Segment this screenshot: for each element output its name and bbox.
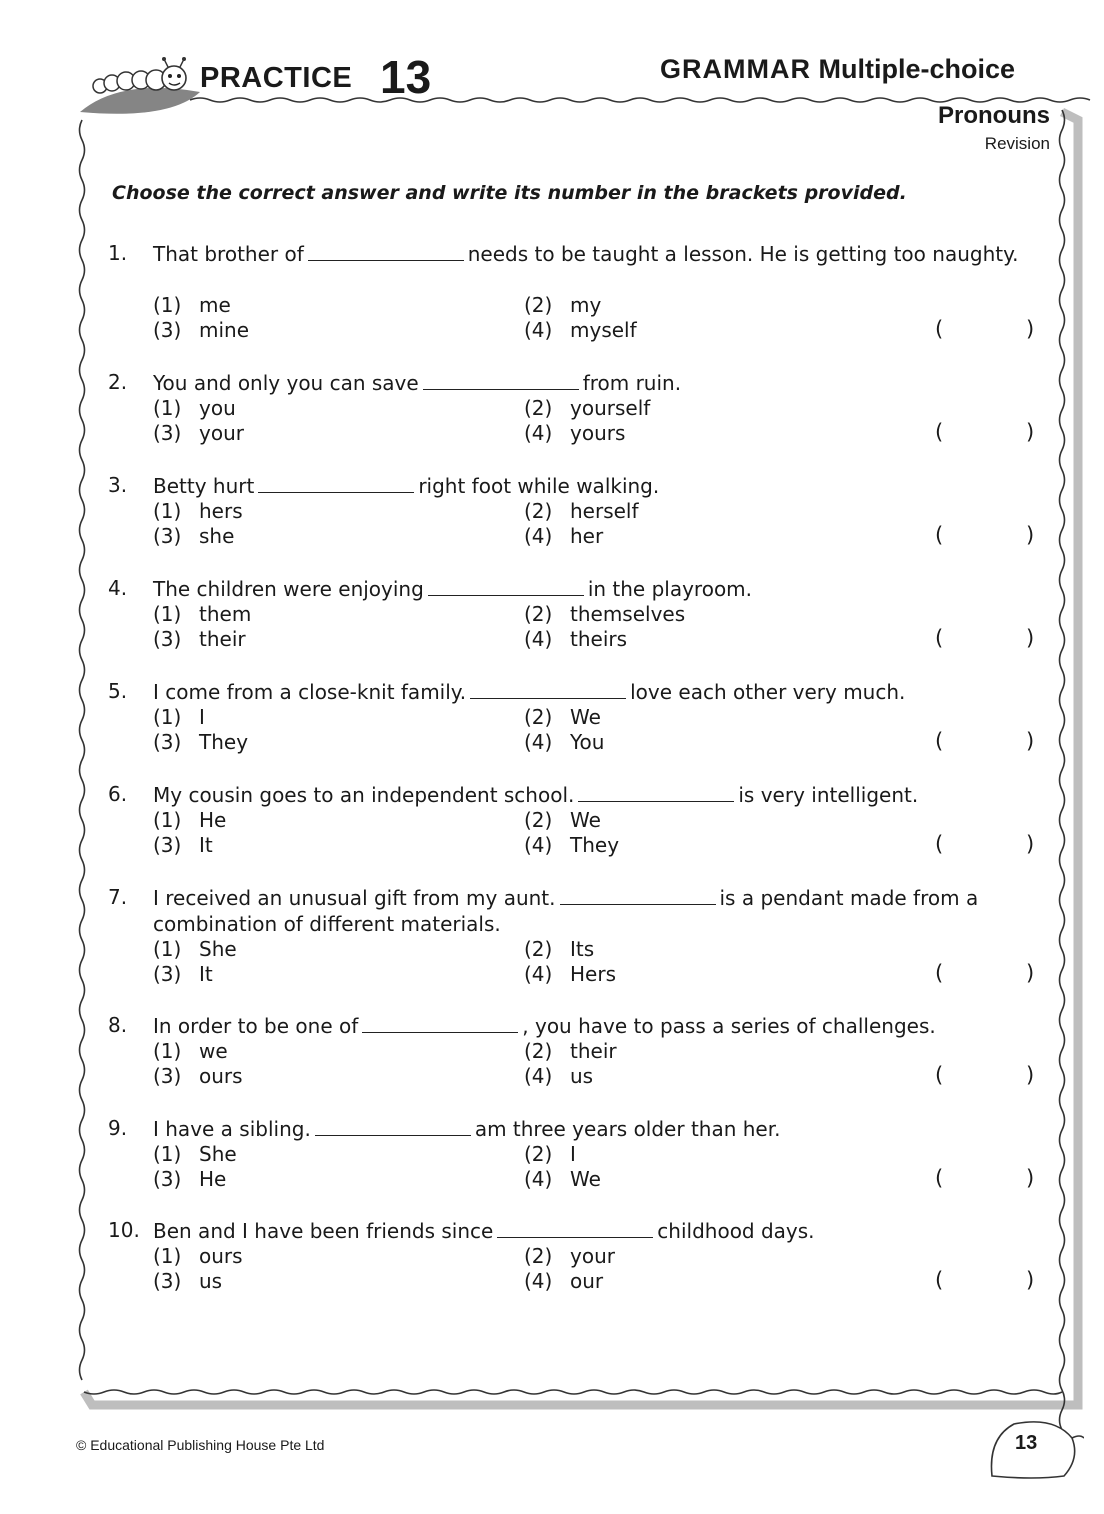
question-number: 3. [108,473,128,497]
option-number: (1) [153,293,182,317]
option-text: our [570,1269,604,1293]
question-stem [153,782,1033,808]
answer-blank[interactable] [258,474,414,493]
answer-option [524,421,625,445]
answer-option [524,705,601,729]
option-number: (1) [153,602,182,626]
stem-after-blank: love each other very much. [630,680,906,704]
option-text: me [199,293,231,317]
option-number: (2) [524,937,553,961]
option-text: Its [570,937,595,961]
stem-after-blank: childhood days. [657,1219,815,1243]
stem-after-blank: needs to be taught a lesson. He is getting too naughty. [467,242,1019,266]
option-number: (3) [153,627,182,651]
stem-after-blank: am three years older than her. [474,1117,781,1141]
option-number: (4) [524,627,553,651]
answer-bracket-open[interactable]: ( [935,420,944,444]
answer-bracket-close[interactable]: ) [1026,729,1035,753]
answer-option [153,808,226,832]
stem-before-blank: My cousin goes to an independent school. [153,783,575,807]
answer-option [524,602,685,626]
question-number: 8. [108,1013,128,1037]
option-text: your [199,421,244,445]
answer-option [153,1064,243,1088]
option-number: (1) [153,1039,182,1063]
option-number: (1) [153,937,182,961]
option-number: (2) [524,1039,553,1063]
option-number: (1) [153,705,182,729]
option-text: themselves [570,602,686,626]
answer-option [153,524,234,548]
answer-option [153,293,231,317]
stem-before-blank: The children were enjoying [153,577,424,601]
answer-option [153,1244,243,1268]
stem-after-blank: in the playroom. [587,577,753,601]
answer-bracket-open[interactable]: ( [935,1268,944,1292]
answer-option [524,318,637,342]
question-stem [153,1116,1033,1142]
option-text: you [199,396,236,420]
option-number: (3) [153,421,182,445]
option-number: (1) [153,499,182,523]
practice-label: PRACTICE [200,62,353,94]
option-number: (4) [524,833,553,857]
question-stem [153,885,1033,937]
option-text: Hers [570,962,616,986]
question-number: 1. [108,241,128,265]
caterpillar-icon [86,56,198,112]
option-text: her [570,524,604,548]
option-number: (2) [524,808,553,832]
instruction-text: Choose the correct answer and write its number in the brackets provided. [112,182,907,204]
option-number: (1) [153,396,182,420]
answer-option [153,1039,228,1063]
option-number: (4) [524,1269,553,1293]
answer-option [524,1039,617,1063]
answer-blank[interactable] [578,783,734,802]
answer-bracket-open[interactable]: ( [935,523,944,547]
practice-number: 13 [380,51,432,103]
option-number: (4) [524,524,553,548]
option-text: She [199,937,237,961]
answer-bracket-open[interactable]: ( [935,317,944,341]
question-number: 5. [108,679,128,703]
answer-option [153,499,243,523]
question-stem [153,576,1033,602]
answer-blank[interactable] [423,371,579,390]
question-stem [153,473,1033,499]
question-stem [153,370,1033,396]
option-number: (1) [153,1142,182,1166]
question-number: 7. [108,885,128,909]
answer-bracket-open[interactable]: ( [935,626,944,650]
option-text: them [199,602,252,626]
option-number: (1) [153,808,182,832]
option-number: (4) [524,730,553,754]
option-number: (3) [153,730,182,754]
option-text: He [199,808,227,832]
option-number: (3) [153,524,182,548]
option-number: (2) [524,1244,553,1268]
stem-before-blank: I have a sibling. [153,1117,311,1141]
answer-bracket-close[interactable]: ) [1026,832,1035,856]
option-text: their [570,1039,617,1063]
option-text: I [570,1142,576,1166]
answer-blank[interactable] [428,577,584,596]
subtopic-label: Revision [984,134,1050,153]
option-text: we [199,1039,228,1063]
option-text: mine [199,318,250,342]
answer-option [524,833,619,857]
stem-before-blank: I come from a close-knit family. [153,680,467,704]
option-number: (2) [524,602,553,626]
option-text: their [199,627,246,651]
answer-option [524,1142,576,1166]
stem-after-blank: is very intelligent. [738,783,919,807]
option-text: It [199,962,213,986]
answer-option [153,833,213,857]
answer-blank[interactable] [308,242,464,261]
question-number: 2. [108,370,128,394]
option-text: she [199,524,235,548]
question-number: 6. [108,782,128,806]
question-number: 4. [108,576,128,600]
answer-bracket-open[interactable]: ( [935,832,944,856]
question-stem [153,1013,1033,1039]
answer-bracket-close[interactable]: ) [1026,1166,1035,1190]
answer-option [524,730,604,754]
stem-before-blank: Betty hurt [153,474,255,498]
subject-type: Multiple-choice [818,54,1016,84]
option-text: your [570,1244,615,1268]
answer-blank[interactable] [470,680,626,699]
option-text: She [199,1142,237,1166]
answer-option [153,730,248,754]
option-number: (2) [524,396,553,420]
answer-option [153,937,237,961]
answer-bracket-close[interactable]: ) [1026,1268,1035,1292]
answer-bracket-close[interactable]: ) [1026,626,1035,650]
answer-option [524,1064,593,1088]
stem-after-blank: right foot while walking. [418,474,660,498]
stem-after-blank: is a pendant made from a combination of different materials. [153,886,979,936]
answer-option [524,627,627,651]
question-number: 10. [108,1218,140,1242]
question-number: 9. [108,1116,128,1140]
option-number: (4) [524,421,553,445]
option-number: (3) [153,1167,182,1191]
answer-option [524,1269,603,1293]
answer-bracket-close[interactable]: ) [1026,961,1035,985]
subject-heading [660,54,1015,85]
option-text: us [570,1064,594,1088]
answer-option [524,1244,615,1268]
option-number: (1) [153,1244,182,1268]
answer-option [153,1142,237,1166]
answer-option [153,602,251,626]
answer-option [153,396,236,420]
option-number: (4) [524,318,553,342]
answer-option [524,1167,601,1191]
option-text: hers [199,499,243,523]
option-text: They [199,730,249,754]
option-number: (4) [524,1064,553,1088]
answer-option [524,293,601,317]
stem-before-blank: Ben and I have been friends since [153,1219,494,1243]
stem-after-blank: from ruin. [582,371,682,395]
option-number: (3) [153,962,182,986]
answer-option [524,962,616,986]
stem-before-blank: I received an unusual gift from my aunt. [153,886,556,910]
answer-bracket-close[interactable]: ) [1026,1063,1035,1087]
option-text: yours [570,421,626,445]
stem-before-blank: You and only you can save [153,371,419,395]
answer-option [153,318,249,342]
answer-bracket-open[interactable]: ( [935,729,944,753]
option-text: He [199,1167,227,1191]
answer-option [153,421,244,445]
option-text: theirs [570,627,628,651]
answer-option [153,1167,226,1191]
page-number: 13 [1015,1432,1038,1454]
answer-option [153,1269,222,1293]
answer-bracket-close[interactable]: ) [1026,523,1035,547]
question-stem [153,1218,1033,1244]
answer-option [153,705,205,729]
answer-bracket-close[interactable]: ) [1026,317,1035,341]
option-text: yourself [570,396,651,420]
option-text: You [570,730,605,754]
option-text: We [570,808,601,832]
answer-option [524,396,650,420]
option-number: (2) [524,1142,553,1166]
option-number: (3) [153,318,182,342]
question-stem [153,241,1033,267]
option-text: They [570,833,620,857]
option-number: (2) [524,499,553,523]
answer-blank[interactable] [560,886,716,905]
option-text: us [199,1269,223,1293]
option-number: (4) [524,962,553,986]
answer-option [524,808,601,832]
answer-bracket-close[interactable]: ) [1026,420,1035,444]
option-number: (3) [153,833,182,857]
answer-option [153,962,213,986]
option-text: We [570,1167,601,1191]
answer-bracket-open[interactable]: ( [935,1063,944,1087]
stem-before-blank: In order to be one of [153,1014,359,1038]
answer-bracket-open[interactable]: ( [935,961,944,985]
stem-before-blank: That brother of [153,242,304,266]
option-number: (3) [153,1269,182,1293]
option-text: myself [570,318,637,342]
topic-label: Pronouns [938,102,1050,129]
option-text: I [199,705,205,729]
option-text: ours [199,1064,243,1088]
option-text: It [199,833,213,857]
copyright-footer: © Educational Publishing House Pte Ltd [76,1437,325,1453]
answer-option [524,937,594,961]
answer-blank[interactable] [315,1117,471,1136]
option-number: (2) [524,705,553,729]
answer-blank[interactable] [362,1014,518,1033]
answer-blank[interactable] [497,1219,653,1238]
stem-after-blank: , you have to pass a series of challenges. [522,1014,936,1038]
subject-label: GRAMMAR [660,54,811,84]
option-text: We [570,705,601,729]
option-number: (2) [524,293,553,317]
option-number: (3) [153,1064,182,1088]
option-text: ours [199,1244,243,1268]
option-text: my [570,293,602,317]
option-number: (4) [524,1167,553,1191]
question-stem [153,679,1033,705]
answer-option [153,627,246,651]
option-text: herself [570,499,639,523]
answer-bracket-open[interactable]: ( [935,1166,944,1190]
answer-option [524,524,603,548]
answer-option [524,499,639,523]
